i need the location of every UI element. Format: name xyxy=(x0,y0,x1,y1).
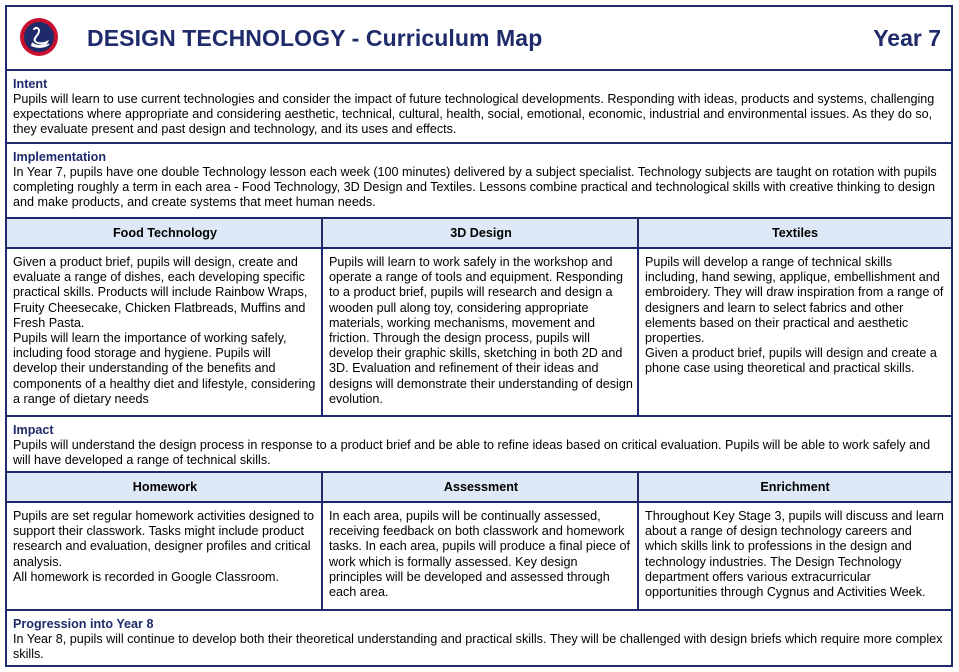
intent-heading: Intent xyxy=(13,77,48,91)
assessment-heading: Assessment xyxy=(323,473,639,503)
implementation-section xyxy=(7,144,951,219)
page-title: DESIGN TECHNOLOGY - Curriculum Map xyxy=(87,25,543,51)
progression-text: In Year 8, pupils will continue to develop both their theoretical understanding and practical skills. They will be challenged with design briefs which require more complex skills. xyxy=(13,632,943,662)
textiles-text: Pupils will develop a range of technical skills including, hand sewing, applique, embellishment and embroidery. They will draw inspiration from a range of designers and learn to select fabrics and other elements based on their practical and aesthetic properties. Given a product brief, pupils will design and create a phone case using theoretical and practical skills. xyxy=(645,255,944,376)
enrichment-text: Throughout Key Stage 3, pupils will discuss and learn about a range of design technology careers and which skills link to professions in the design and technology industries. The Design Technology department offers various extracurricular opportunities through Cygnus and Activities Week. xyxy=(645,509,944,600)
enrichment-heading: Enrichment xyxy=(639,473,951,503)
impact-text: Pupils will understand the design process in response to a product brief and be able to refine ideas based on critical evaluation. Pupils will be able to work safely and will have developed a range of technical skills. xyxy=(13,438,931,468)
extras-grid xyxy=(7,473,951,611)
intent-text: Pupils will learn to use current technologies and consider the impact of future technological developments. Responding with ideas, products and systems, challenging expectations where appropriate and considering aesthetic, technical, cultural, health, social, emotional, economic, industrial and environmental issues. As they do so, they evaluate present and past design and technology, and its uses and effects. xyxy=(13,92,935,137)
food-technology-text: Given a product brief, pupils will design, create and evaluate a range of dishes, each developing specific practical skills. Products will include Rainbow Wraps, Fruity Cheesecake, Chicken Flatbreads, Muffins and Fresh Pasta. Pupils will learn the importance of working safely, including food storage and hygiene. Pupils will develop their understanding of the benefits and components of a healthy diet and lifestyle, considering a range of dietary needs xyxy=(13,255,316,406)
implementation-text: In Year 7, pupils have one double Technology lesson each week (100 minutes) delivered by a subject specialist. Technology subjects are taught on rotation with pupils completing roughly a term in each area - Food Technology, 3D Design and Textiles. Lessons combine practical and technological skills with creative thinking to design and make products, and create systems that meet human needs. xyxy=(13,165,937,210)
homework-text: Pupils are set regular homework activities designed to support their classwork. Tasks might include product research and evaluation, designer profiles and critical analysis. All homework is recorded in Google Classroom. xyxy=(13,509,315,584)
swan-logo-icon xyxy=(19,17,59,57)
year-label: Year 7 xyxy=(873,25,941,51)
assessment-text: In each area, pupils will be continually assessed, receiving feedback on both classwork and homework tasks. In each area, pupils will produce a final piece of work which is formally assessed. Key design principles will be developed and assessed through each area. xyxy=(329,509,631,600)
curriculum-map-page xyxy=(5,5,953,667)
3d-design-text: Pupils will learn to work safely in the workshop and operate a range of tools and equipment. Responding to a product brief, pupils will research and design a wooden pull along toy, considering appropriate materials, working mechanisms, movement and friction. Through the design process, pupils will develop their graphic skills, sketching in both 2D and 3D. Evaluation and refinement of their ideas and designs will demonstrate their understanding of design evolution. xyxy=(329,255,633,406)
subjects-grid xyxy=(7,219,951,417)
intent-section xyxy=(7,71,951,144)
impact-heading: Impact xyxy=(13,423,54,437)
impact-section xyxy=(7,417,951,473)
textiles-heading: Textiles xyxy=(639,219,951,249)
3d-design-heading: 3D Design xyxy=(323,219,639,249)
progression-heading: Progression into Year 8 xyxy=(13,617,154,631)
implementation-heading: Implementation xyxy=(13,150,107,164)
progression-section xyxy=(7,611,951,665)
food-technology-heading: Food Technology xyxy=(7,219,323,249)
homework-heading: Homework xyxy=(7,473,323,503)
header xyxy=(7,7,951,71)
